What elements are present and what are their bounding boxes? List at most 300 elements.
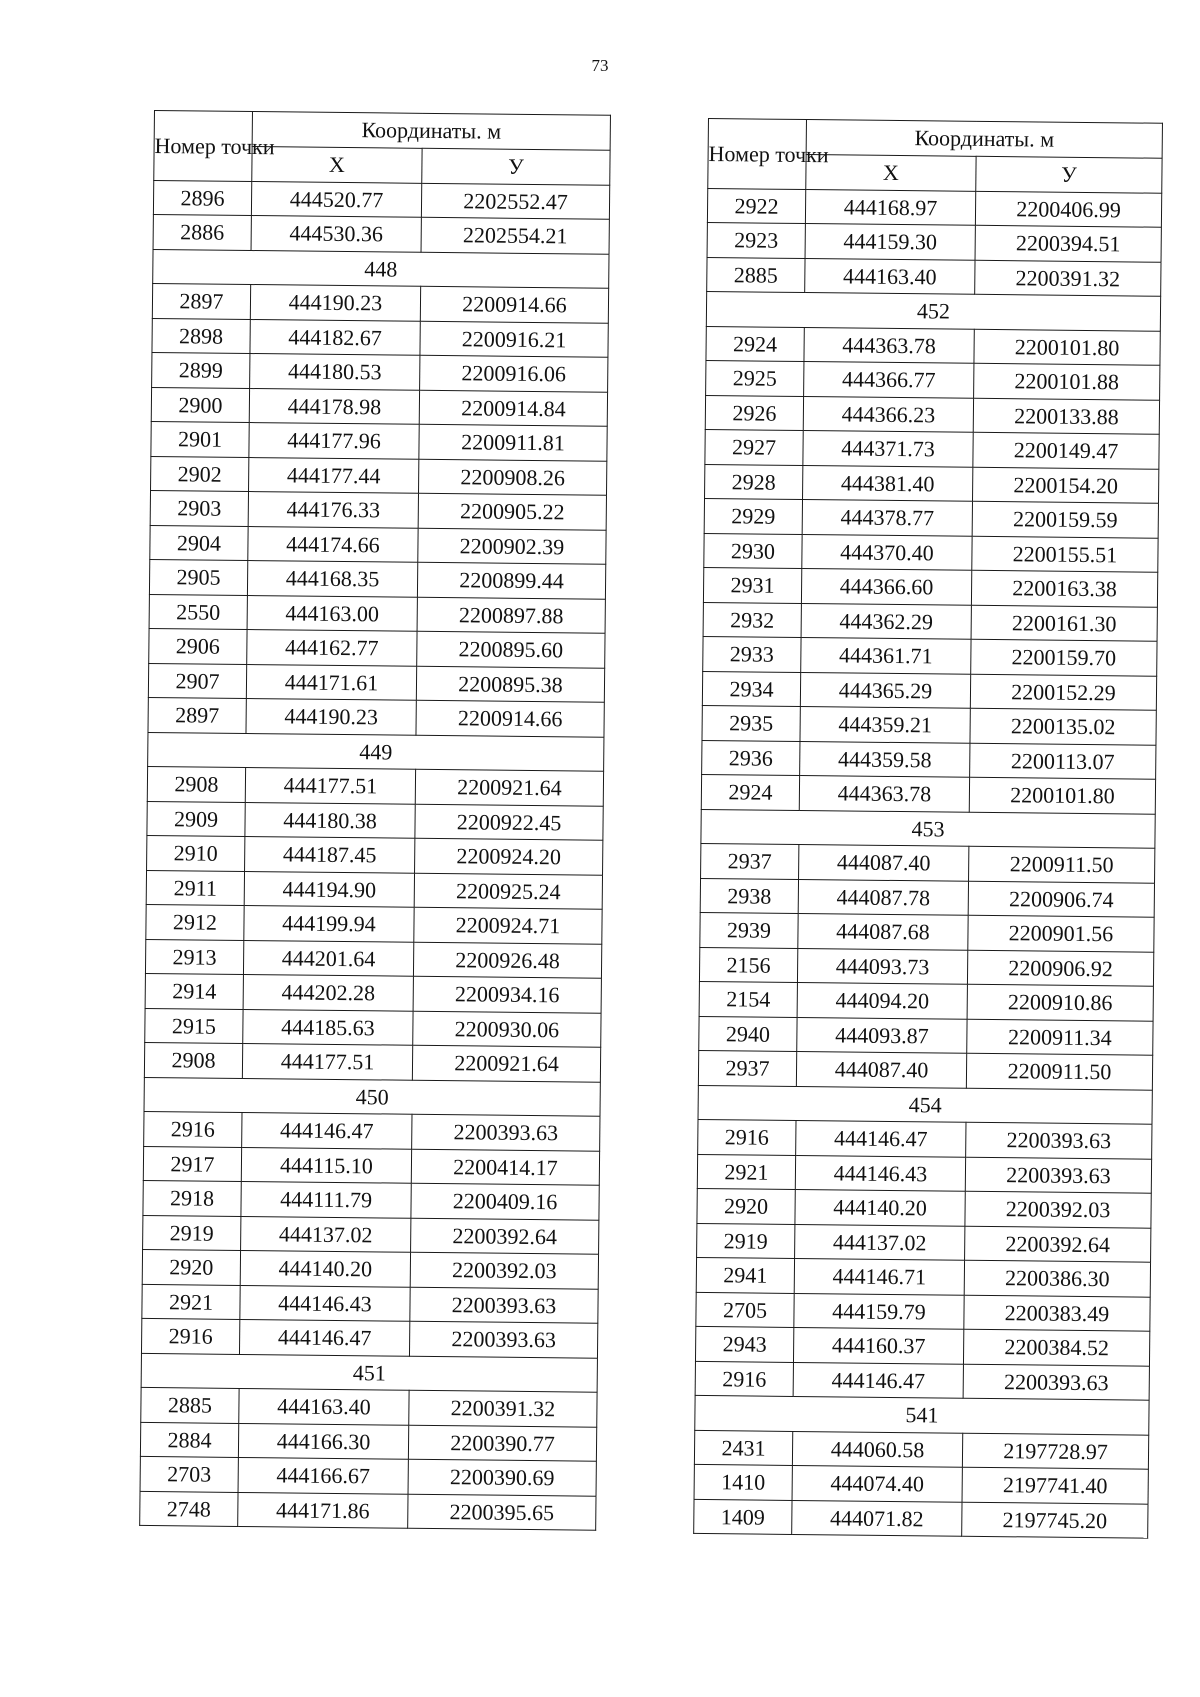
point-number-cell: 2941 <box>696 1257 794 1293</box>
table-row <box>145 973 601 1012</box>
x-coordinate-cell: 444520.77 <box>251 181 421 217</box>
point-number-cell: 2913 <box>145 939 243 975</box>
table-row <box>697 1188 1151 1227</box>
x-coordinate-cell: 444159.30 <box>805 224 975 260</box>
y-coordinate-cell: 2200925.24 <box>414 873 602 909</box>
table-row <box>705 464 1159 503</box>
x-coordinate-cell: 444177.44 <box>249 457 419 493</box>
point-number-cell: 2939 <box>700 912 798 948</box>
table-row <box>707 188 1161 227</box>
point-number-cell: 2904 <box>150 525 248 561</box>
y-coordinate-cell: 2200154.20 <box>973 467 1159 503</box>
y-coordinate-cell: 2200911.81 <box>419 424 607 460</box>
x-coordinate-cell: 444146.43 <box>795 1155 965 1191</box>
point-number-cell: 2926 <box>705 395 803 431</box>
x-coordinate-cell: 444166.30 <box>238 1423 408 1459</box>
table-row <box>140 1456 596 1495</box>
y-coordinate-cell: 2200163.38 <box>971 570 1157 606</box>
x-coordinate-cell: 444363.78 <box>804 327 974 363</box>
y-coordinate-cell: 2200392.64 <box>965 1226 1151 1262</box>
table-row <box>150 490 606 529</box>
y-coordinate-cell: 2200152.29 <box>970 674 1156 710</box>
section-row <box>701 809 1155 848</box>
section-number: 449 <box>148 732 604 771</box>
y-coordinate-cell: 2200392.03 <box>410 1252 598 1288</box>
table-row <box>702 740 1156 779</box>
coordinates-table-left <box>139 110 611 1531</box>
table-row <box>694 1499 1148 1538</box>
section-row <box>698 1085 1152 1124</box>
y-coordinate-cell: 2202552.47 <box>421 183 609 219</box>
y-coordinate-cell: 2200910.86 <box>967 984 1153 1020</box>
point-number-cell: 2921 <box>142 1284 240 1320</box>
table-row <box>704 533 1158 572</box>
y-coordinate-cell: 2200406.99 <box>975 191 1161 227</box>
y-coordinate-cell: 2200916.21 <box>420 321 608 357</box>
x-coordinate-cell: 444162.77 <box>247 630 417 666</box>
y-coordinate-cell: 2200395.65 <box>408 1494 596 1530</box>
y-coordinate-cell: 2200914.84 <box>419 390 607 426</box>
x-coordinate-cell: 444190.23 <box>250 285 420 321</box>
table-row <box>145 939 601 978</box>
x-coordinate-cell: 444137.02 <box>795 1224 965 1260</box>
y-coordinate-cell: 2200159.70 <box>971 639 1157 675</box>
y-coordinate-cell: 2200391.32 <box>975 260 1161 296</box>
table-row <box>695 1326 1149 1365</box>
y-coordinate-cell: 2200383.49 <box>964 1295 1150 1331</box>
point-number-cell: 2906 <box>149 628 247 664</box>
y-coordinate-cell: 2200394.51 <box>975 225 1161 261</box>
y-coordinate-cell: 2197741.40 <box>962 1467 1148 1503</box>
section-number: 541 <box>695 1395 1149 1434</box>
x-coordinate-cell: 444370.40 <box>802 534 972 570</box>
y-coordinate-cell: 2200409.16 <box>411 1183 599 1219</box>
x-coordinate-cell: 444180.38 <box>245 802 415 838</box>
point-number-cell: 2916 <box>698 1119 796 1155</box>
table-row <box>699 1016 1153 1055</box>
point-number-cell: 2921 <box>697 1154 795 1190</box>
header-point-number: Номер точки <box>708 119 807 190</box>
y-coordinate-cell: 2202554.21 <box>421 217 609 253</box>
point-number-cell: 2898 <box>152 318 250 354</box>
point-number-cell: 2910 <box>147 835 245 871</box>
table-row <box>696 1292 1150 1331</box>
table-row <box>147 835 603 874</box>
point-number-cell: 2920 <box>697 1188 795 1224</box>
x-coordinate-cell: 444194.90 <box>244 871 414 907</box>
point-number-cell: 2930 <box>704 533 802 569</box>
point-number-cell: 2885 <box>707 257 805 293</box>
y-coordinate-cell: 2200101.80 <box>969 777 1155 813</box>
table-row <box>149 559 605 598</box>
y-coordinate-cell: 2200926.48 <box>413 942 601 978</box>
point-number-cell: 2937 <box>701 843 799 879</box>
y-coordinate-cell: 2200914.66 <box>416 700 604 736</box>
point-number-cell: 2907 <box>148 663 246 699</box>
y-coordinate-cell: 2200911.50 <box>966 1053 1152 1089</box>
table-row <box>153 214 609 253</box>
x-coordinate-cell: 444140.20 <box>240 1250 410 1286</box>
x-coordinate-cell: 444366.60 <box>801 569 971 605</box>
x-coordinate-cell: 444087.40 <box>796 1051 966 1087</box>
y-coordinate-cell: 2200921.64 <box>412 1045 600 1081</box>
table-row <box>152 283 608 322</box>
point-number-cell: 1409 <box>694 1499 792 1535</box>
table-row <box>694 1430 1148 1469</box>
section-number: 453 <box>701 809 1155 848</box>
x-coordinate-cell: 444362.29 <box>801 603 971 639</box>
point-number-cell: 1410 <box>694 1464 792 1500</box>
point-number-cell: 2916 <box>141 1318 239 1354</box>
x-coordinate-cell: 444359.58 <box>800 741 970 777</box>
y-coordinate-cell: 2200384.52 <box>963 1329 1149 1365</box>
table-row <box>142 1284 598 1323</box>
table-row <box>145 1008 601 1047</box>
y-coordinate-cell: 2200390.77 <box>408 1425 596 1461</box>
section-number: 454 <box>698 1085 1152 1124</box>
x-coordinate-cell: 444087.68 <box>798 913 968 949</box>
table-row <box>143 1180 599 1219</box>
y-coordinate-cell: 2200911.50 <box>969 846 1155 882</box>
table-row <box>149 628 605 667</box>
point-number-cell: 2903 <box>150 490 248 526</box>
y-coordinate-cell: 2200902.39 <box>418 528 606 564</box>
point-number-cell: 2908 <box>147 766 245 802</box>
section-row <box>706 291 1160 330</box>
section-row <box>144 1077 600 1116</box>
point-number-cell: 2924 <box>706 326 804 362</box>
x-coordinate-cell: 444182.67 <box>250 319 420 355</box>
x-coordinate-cell: 444168.35 <box>247 561 417 597</box>
y-coordinate-cell: 2200392.03 <box>965 1191 1151 1227</box>
point-number-cell: 2703 <box>140 1456 238 1492</box>
y-coordinate-cell: 2200916.06 <box>420 355 608 391</box>
table-row <box>698 1050 1152 1089</box>
y-coordinate-cell: 2200155.51 <box>972 536 1158 572</box>
table-row <box>151 421 607 460</box>
point-number-cell: 2919 <box>697 1223 795 1259</box>
x-coordinate-cell: 444530.36 <box>251 216 421 252</box>
x-coordinate-cell: 444166.67 <box>238 1457 408 1493</box>
table-row <box>696 1257 1150 1296</box>
table-body-right <box>694 188 1162 1538</box>
point-number-cell: 2927 <box>705 429 803 465</box>
table-row <box>707 257 1161 296</box>
header-y: У <box>422 148 610 184</box>
y-coordinate-cell: 2200895.60 <box>417 631 605 667</box>
coordinates-table-right <box>693 118 1163 1539</box>
x-coordinate-cell: 444381.40 <box>803 465 973 501</box>
point-number-cell: 2912 <box>146 904 244 940</box>
table-row <box>151 456 607 495</box>
x-coordinate-cell: 444168.97 <box>805 189 975 225</box>
x-coordinate-cell: 444363.78 <box>799 775 969 811</box>
x-coordinate-cell: 444201.64 <box>243 940 413 976</box>
x-coordinate-cell: 444146.71 <box>794 1258 964 1294</box>
header-x: X <box>252 147 422 183</box>
table-row <box>703 602 1157 641</box>
header-y: У <box>976 156 1162 192</box>
y-coordinate-cell: 2200897.88 <box>417 597 605 633</box>
point-number-cell: 2929 <box>704 498 802 534</box>
y-coordinate-cell: 2200911.34 <box>967 1019 1153 1055</box>
table-row <box>141 1387 597 1426</box>
x-coordinate-cell: 444177.51 <box>245 767 415 803</box>
table-row <box>146 870 602 909</box>
point-number-cell: 2902 <box>151 456 249 492</box>
point-number-cell: 2933 <box>703 636 801 672</box>
point-number-cell: 2931 <box>703 567 801 603</box>
point-number-cell: 2920 <box>142 1249 240 1285</box>
y-coordinate-cell: 2200149.47 <box>973 432 1159 468</box>
point-number-cell: 2901 <box>151 421 249 457</box>
x-coordinate-cell: 444177.96 <box>249 423 419 459</box>
point-number-cell: 2431 <box>694 1430 792 1466</box>
table-row <box>140 1422 596 1461</box>
table-row <box>142 1249 598 1288</box>
y-coordinate-cell: 2200908.26 <box>419 459 607 495</box>
point-number-cell: 2899 <box>152 352 250 388</box>
table-row <box>147 801 603 840</box>
section-number: 452 <box>706 291 1160 330</box>
point-number-cell: 2934 <box>702 671 800 707</box>
y-coordinate-cell: 2200906.92 <box>967 950 1153 986</box>
y-coordinate-cell: 2200161.30 <box>971 605 1157 641</box>
x-coordinate-cell: 444171.61 <box>246 664 416 700</box>
table-row <box>149 594 605 633</box>
x-coordinate-cell: 444137.02 <box>241 1216 411 1252</box>
point-number-cell: 2937 <box>698 1050 796 1086</box>
table-row <box>146 904 602 943</box>
table-row <box>699 981 1153 1020</box>
point-number-cell: 2156 <box>699 947 797 983</box>
x-coordinate-cell: 444146.47 <box>242 1112 412 1148</box>
point-number-cell: 2915 <box>145 1008 243 1044</box>
point-number-cell: 2884 <box>140 1422 238 1458</box>
y-coordinate-cell: 2200393.63 <box>410 1287 598 1323</box>
y-coordinate-cell: 2200905.22 <box>418 493 606 529</box>
table-row <box>695 1361 1149 1400</box>
x-coordinate-cell: 444202.28 <box>243 974 413 1010</box>
x-coordinate-cell: 444163.00 <box>247 595 417 631</box>
x-coordinate-cell: 444071.82 <box>792 1500 962 1536</box>
point-number-cell: 2909 <box>147 801 245 837</box>
point-number-cell: 2936 <box>702 740 800 776</box>
x-coordinate-cell: 444074.40 <box>792 1465 962 1501</box>
table-row <box>700 878 1154 917</box>
point-number-cell: 2928 <box>705 464 803 500</box>
point-number-cell: 2550 <box>149 594 247 630</box>
table-row <box>701 774 1155 813</box>
x-coordinate-cell: 444146.47 <box>796 1120 966 1156</box>
y-coordinate-cell: 2200133.88 <box>973 398 1159 434</box>
x-coordinate-cell: 444093.87 <box>797 1017 967 1053</box>
section-row <box>141 1353 597 1392</box>
table-row <box>143 1215 599 1254</box>
point-number-cell: 2916 <box>144 1111 242 1147</box>
x-coordinate-cell: 444140.20 <box>795 1189 965 1225</box>
x-coordinate-cell: 444177.51 <box>242 1043 412 1079</box>
x-coordinate-cell: 444159.79 <box>794 1293 964 1329</box>
y-coordinate-cell: 2200930.06 <box>413 1011 601 1047</box>
point-number-cell: 2897 <box>148 697 246 733</box>
table-row <box>144 1111 600 1150</box>
point-number-cell: 2922 <box>707 188 805 224</box>
y-coordinate-cell: 2200922.45 <box>415 804 603 840</box>
x-coordinate-cell: 444087.78 <box>798 879 968 915</box>
section-row <box>148 732 604 771</box>
x-coordinate-cell: 444087.40 <box>799 844 969 880</box>
y-coordinate-cell: 2200159.59 <box>972 501 1158 537</box>
table-row <box>702 671 1156 710</box>
x-coordinate-cell: 444185.63 <box>243 1009 413 1045</box>
table-row <box>148 663 604 702</box>
x-coordinate-cell: 444361.71 <box>801 638 971 674</box>
table-body-left <box>140 180 610 1530</box>
table-row <box>697 1154 1151 1193</box>
y-coordinate-cell: 2197728.97 <box>962 1433 1148 1469</box>
x-coordinate-cell: 444180.53 <box>250 354 420 390</box>
table-row <box>150 525 606 564</box>
x-coordinate-cell: 444163.40 <box>805 258 975 294</box>
table-row <box>706 326 1160 365</box>
table-row <box>699 947 1153 986</box>
point-number-cell: 2943 <box>695 1326 793 1362</box>
x-coordinate-cell: 444160.37 <box>793 1327 963 1363</box>
y-coordinate-cell: 2200390.69 <box>408 1459 596 1495</box>
x-coordinate-cell: 444094.20 <box>797 982 967 1018</box>
header-coordinates: Координаты. м <box>252 112 610 151</box>
table-row <box>700 912 1154 951</box>
x-coordinate-cell: 444378.77 <box>802 500 972 536</box>
table-row <box>703 636 1157 675</box>
x-coordinate-cell: 444359.21 <box>800 706 970 742</box>
point-number-cell: 2917 <box>143 1146 241 1182</box>
y-coordinate-cell: 2200393.63 <box>966 1122 1152 1158</box>
y-coordinate-cell: 2200414.17 <box>411 1149 599 1185</box>
x-coordinate-cell: 444060.58 <box>792 1431 962 1467</box>
table-row <box>141 1318 597 1357</box>
x-coordinate-cell: 444146.43 <box>240 1285 410 1321</box>
y-coordinate-cell: 2200895.38 <box>416 666 604 702</box>
table-row <box>153 180 609 219</box>
table-row <box>701 843 1155 882</box>
y-coordinate-cell: 2200386.30 <box>964 1260 1150 1296</box>
section-number: 448 <box>153 249 609 288</box>
y-coordinate-cell: 2200899.44 <box>417 562 605 598</box>
x-coordinate-cell: 444171.86 <box>238 1492 408 1528</box>
point-number-cell: 2908 <box>144 1042 242 1078</box>
section-number: 450 <box>144 1077 600 1116</box>
header-point-number: Номер точки <box>154 111 253 182</box>
x-coordinate-cell: 444174.66 <box>248 526 418 562</box>
table-row <box>702 705 1156 744</box>
point-number-cell: 2911 <box>146 870 244 906</box>
y-coordinate-cell: 2200934.16 <box>413 976 601 1012</box>
y-coordinate-cell: 2200914.66 <box>420 286 608 322</box>
point-number-cell: 2940 <box>699 1016 797 1052</box>
x-coordinate-cell: 444111.79 <box>241 1181 411 1217</box>
x-coordinate-cell: 444146.47 <box>239 1319 409 1355</box>
x-coordinate-cell: 444176.33 <box>248 492 418 528</box>
point-number-cell: 2748 <box>140 1491 238 1527</box>
y-coordinate-cell: 2200101.88 <box>974 363 1160 399</box>
y-coordinate-cell: 2200135.02 <box>970 708 1156 744</box>
point-number-cell: 2705 <box>696 1292 794 1328</box>
table-row <box>707 222 1161 261</box>
x-coordinate-cell: 444366.23 <box>803 396 973 432</box>
point-number-cell: 2916 <box>695 1361 793 1397</box>
table-row <box>152 318 608 357</box>
point-number-cell: 2154 <box>699 981 797 1017</box>
point-number-cell: 2905 <box>149 559 247 595</box>
y-coordinate-cell: 2200391.32 <box>409 1390 597 1426</box>
point-number-cell: 2923 <box>707 222 805 258</box>
table-row <box>705 395 1159 434</box>
y-coordinate-cell: 2200392.64 <box>411 1218 599 1254</box>
table-row <box>144 1042 600 1081</box>
point-number-cell: 2886 <box>153 214 251 250</box>
y-coordinate-cell: 2200113.07 <box>970 743 1156 779</box>
point-number-cell: 2897 <box>152 283 250 319</box>
y-coordinate-cell: 2200921.64 <box>415 769 603 805</box>
table-row <box>697 1223 1151 1262</box>
page-number: 73 <box>591 56 609 75</box>
section-row <box>153 249 609 288</box>
x-coordinate-cell: 444190.23 <box>246 698 416 734</box>
point-number-cell: 2900 <box>151 387 249 423</box>
point-number-cell: 2918 <box>143 1180 241 1216</box>
table-row <box>151 387 607 426</box>
table-row <box>704 498 1158 537</box>
table-row <box>148 697 604 736</box>
y-coordinate-cell: 2197745.20 <box>962 1502 1148 1538</box>
table-row <box>703 567 1157 606</box>
x-coordinate-cell: 444366.77 <box>804 362 974 398</box>
y-coordinate-cell: 2200906.74 <box>968 881 1154 917</box>
section-number: 451 <box>141 1353 597 1392</box>
y-coordinate-cell: 2200924.20 <box>415 838 603 874</box>
y-coordinate-cell: 2200393.63 <box>963 1364 1149 1400</box>
point-number-cell: 2924 <box>701 774 799 810</box>
table-row <box>147 766 603 805</box>
y-coordinate-cell: 2200924.71 <box>414 907 602 943</box>
header-coordinates: Координаты. м <box>806 120 1162 159</box>
point-number-cell: 2935 <box>702 705 800 741</box>
point-number-cell: 2914 <box>145 973 243 1009</box>
x-coordinate-cell: 444146.47 <box>793 1362 963 1398</box>
y-coordinate-cell: 2200393.63 <box>412 1114 600 1150</box>
point-number-cell: 2925 <box>706 360 804 396</box>
x-coordinate-cell: 444178.98 <box>249 388 419 424</box>
table-row <box>152 352 608 391</box>
y-coordinate-cell: 2200393.63 <box>409 1321 597 1357</box>
point-number-cell: 2896 <box>153 180 251 216</box>
table-row <box>705 429 1159 468</box>
table-row <box>143 1146 599 1185</box>
x-coordinate-cell: 444115.10 <box>241 1147 411 1183</box>
x-coordinate-cell: 444163.40 <box>239 1388 409 1424</box>
x-coordinate-cell: 444371.73 <box>803 431 973 467</box>
y-coordinate-cell: 2200393.63 <box>965 1157 1151 1193</box>
x-coordinate-cell: 444365.29 <box>800 672 970 708</box>
x-coordinate-cell: 444199.94 <box>244 905 414 941</box>
table-row <box>694 1464 1148 1503</box>
header-x: X <box>806 155 976 191</box>
x-coordinate-cell: 444187.45 <box>245 836 415 872</box>
y-coordinate-cell: 2200901.56 <box>968 915 1154 951</box>
section-row <box>695 1395 1149 1434</box>
